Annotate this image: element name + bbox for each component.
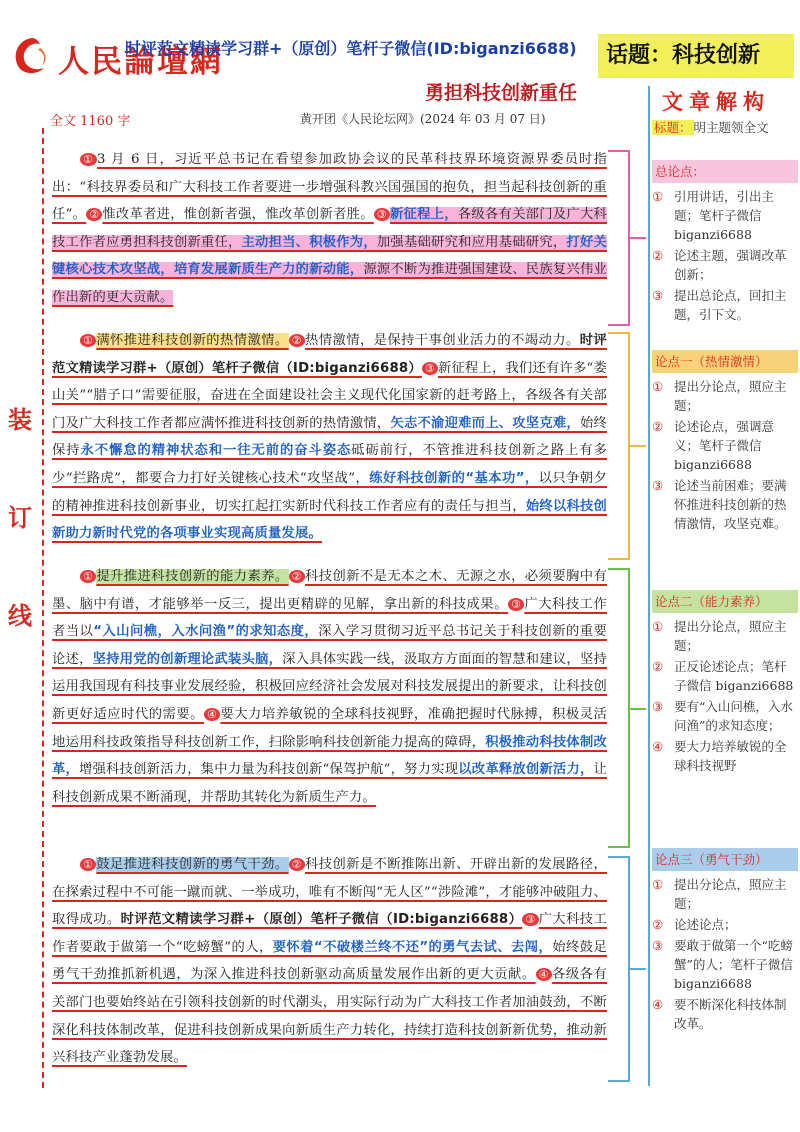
marker-2: ②	[289, 334, 305, 347]
sentence-key: 打好关键核心技术攻坚战，	[52, 234, 607, 278]
sidebar-item-number: ③	[652, 288, 664, 303]
sentence-key: 积极推动科技体制改革，	[52, 734, 607, 778]
paragraph-point-1	[52, 327, 607, 548]
sentence: 增强科技创新活力，集中力量为科技创新“保驾护航”，努力实现	[79, 762, 459, 778]
word-count: 全文 1160 字	[50, 114, 131, 129]
sentence: 始终保持	[52, 415, 608, 459]
sidebar-item	[652, 995, 798, 1033]
sidebar-title-text: 明主题领全文	[693, 120, 769, 135]
sentence: 源源不断为推进强国建设、民族复兴伟业作出新的更大贡献。	[52, 262, 607, 305]
bracket-point-1	[608, 332, 630, 560]
sentence: 3 月 6 日，习近平总书记在看望参加政协会议的民革科技界环境资源界委员时指出：“科技界委员和广大科技工作者要进一步增强科教兴国强国的抱负，担当起科技创新的重任”。	[52, 152, 608, 223]
sidebar-title: 文章解构	[662, 90, 770, 114]
sentence: 科技创新是不断推陈出新、开辟出新的发展路径，在探索过程中不可能一蹴而就、一举成功，唯有不断闯“无人区”“涉险滩”，才能够冲破阻力、取得成功。	[52, 857, 608, 928]
sidebar-item-text: 论述论点，强调意义；笔杆子微信 biganzi6688	[674, 419, 775, 472]
sentence: 热情激情，是保持干事创业活力的不竭动力。	[304, 333, 580, 348]
sidebar-item-text: 要有“入山问樵，入水问渔”的求知态度；	[674, 699, 793, 733]
sidebar-item-text: 论述主题，强调改革创新；	[674, 248, 787, 282]
sidebar-title-row	[652, 118, 798, 137]
sidebar-item	[652, 246, 798, 284]
sentence-key: 以改革释放创新活力，	[458, 762, 594, 778]
binding-gutter-line	[42, 128, 44, 1088]
sentence: 不断深化科技体制改革，促进科技创新成果向新质生产力转化，持续打造科技创新新优势，推动新兴科技产业蓬勃发展。	[52, 994, 607, 1066]
marker-2: ②	[289, 570, 305, 583]
sidebar-section-head: 总论点：	[652, 160, 798, 183]
watermark-line: 时评范文精读学习群+（原创）笔杆子微信（ID:biganzi6688）	[120, 912, 523, 928]
sidebar-item-number: ②	[652, 419, 664, 434]
article-title: 勇担科技创新重任	[425, 82, 578, 104]
sidebar-item	[652, 187, 798, 244]
sentence: 广大科技工作者当以	[52, 596, 607, 640]
bracket-point-2	[608, 568, 630, 848]
sidebar-item-number: ②	[652, 248, 664, 263]
sentence: 惟改革者进，惟创新者强，惟改革创新者胜。	[102, 207, 374, 223]
sidebar-item	[652, 737, 798, 775]
bracket-tick-intro	[628, 237, 646, 239]
sidebar-item-number: ③	[652, 478, 664, 493]
sidebar-item	[652, 875, 798, 913]
marker-2: ②	[289, 858, 305, 871]
sentence: 让科技创新成果不断涌现，并帮助其转化为新质生产力。	[52, 762, 608, 805]
marker-3: ③	[508, 598, 524, 611]
marker-1: ①	[80, 570, 96, 583]
sidebar-item-number: ④	[652, 997, 664, 1012]
sidebar-item-text: 提出分论点，照应主题；	[674, 877, 787, 911]
paragraph-point-3	[52, 851, 607, 1072]
sidebar-item	[652, 617, 798, 655]
sidebar-section-head: 论点一（热情激情）	[652, 350, 798, 373]
logo-swirl-icon	[10, 34, 54, 78]
sidebar-item-text: 要大力培养敏锐的全球科技视野	[674, 739, 787, 773]
binding-char-1: 装	[8, 405, 32, 434]
article-byline: 黄开团《人民论坛网》(2024 年 03 月 07 日)	[300, 112, 546, 126]
sidebar-section-thesis	[652, 160, 798, 326]
sentence-key: 坚持用党的创新理论武装头脑，	[92, 651, 283, 667]
sentence: 广大科技工作者要敢于做第一个“吃螃蟹”的人，	[52, 912, 608, 955]
topic-badge: 话题：科技创新	[598, 34, 794, 78]
sidebar-item	[652, 936, 798, 993]
sidebar-item-number: ②	[652, 659, 664, 674]
sentence-key: 永不懈怠的精神状态和一往无前的奋斗姿态	[80, 443, 352, 459]
watermark-line: 时评范文精读学习群+（原创）笔杆子微信（ID:biganzi6688）	[52, 333, 608, 376]
sentence: 新征程上，我们还有许多“娄山关”“腊子口”需要征服，奋进在全面建设社会主义现代化国家新的赶考路上，各级各有关部门及广大科技工作者都应满怀推进科技创新的热情激情，	[52, 360, 607, 431]
sidebar-section-head: 论点三（勇气干劲）	[652, 848, 798, 871]
sidebar-item-text: 提出分论点，照应主题；	[674, 379, 787, 413]
sidebar-item	[652, 377, 798, 415]
sidebar-section-point-1	[652, 350, 798, 535]
sidebar-item-text: 要敢于做第一个“吃螃蟹”的人；笔杆子微信 biganzi6688	[674, 938, 793, 991]
sidebar-item	[652, 915, 798, 934]
paragraph-intro	[52, 146, 607, 312]
sidebar-item-number: ③	[652, 938, 664, 953]
sub-thesis: 鼓足推进科技创新的勇气干劲。	[96, 857, 289, 872]
sidebar-item	[652, 417, 798, 474]
sidebar-item	[652, 476, 798, 533]
sidebar-item-number: ①	[652, 379, 664, 394]
sidebar-item-text: 引用讲话，引出主题；笔杆子微信 biganzi6688	[674, 189, 775, 242]
sub-thesis: 提升推进科技创新的能力素养。	[96, 569, 289, 584]
logo-text: 人民論壇網	[58, 44, 223, 80]
bracket-tick-point-1	[628, 445, 646, 447]
marker-3: ③	[374, 208, 390, 221]
sidebar-item-text: 论述论点；	[674, 917, 737, 932]
sidebar-title-label: 标题：	[654, 120, 692, 135]
sidebar-item-text: 要不断深化科技体制改革。	[674, 997, 787, 1031]
paragraph-point-2	[52, 563, 607, 811]
marker-1: ①	[80, 153, 97, 166]
sentence-key: 新征程上，	[389, 207, 458, 223]
group-header-line: 时评范文精读学习群+（原创）笔杆子微信(ID:biganzi6688)	[125, 39, 577, 58]
sidebar-item-text: 提出分论点，照应主题；	[674, 619, 787, 653]
sentence: 加强基础研究和应用基础研究，	[376, 234, 567, 250]
sentence-key: 始终以科技创新助力新时代党的各项事业实现高质量发展。	[52, 498, 607, 542]
marker-4: ④	[204, 708, 220, 721]
sentence-key: “入山问樵，入水问渔”的求知态度，	[93, 624, 319, 640]
sentence-key: 练好科技创新的“基本功”，	[369, 470, 539, 486]
sidebar-item	[652, 657, 798, 695]
sentence-key: 要怀着“不破楼兰终不还”的勇气去试、去闯，	[272, 939, 553, 955]
binding-char-3: 线	[8, 601, 32, 630]
sentence: 深入学习贯彻习近平总书记关于科技创新的重要论述，	[52, 624, 607, 667]
marker-3: ③	[522, 913, 538, 926]
sidebar-item-number: ②	[652, 917, 664, 932]
marker-4: ④	[536, 968, 552, 981]
sidebar-item	[652, 286, 798, 324]
sidebar-section-head: 论点二（能力素养）	[652, 590, 798, 613]
marker-3: ③	[422, 362, 438, 375]
sidebar-item-number: ①	[652, 877, 664, 892]
sidebar-item-text: 提出总论点，回扣主题，引下文。	[674, 288, 787, 322]
sidebar-item-number: ①	[652, 619, 664, 634]
sentence: 深入具体实践一线，汲取方方面面的智慧和建议，坚持运用我国现有科技事业发展经验，积极回应经济社会发展对科技发展提出的新要求，让科技创新更好适应时代的需要。	[52, 651, 607, 722]
sentence: 始终鼓足勇气干劲推抓新机遇，为深入推进科技创新驱动高质量发展作出新的更大贡献。	[52, 939, 607, 983]
sentence: 砥砺前行，不管推进科技创新之路上有多少“拦路虎”，都要合力打好关键核心技术“攻坚战”，	[52, 443, 607, 486]
sidebar-item-number: ④	[652, 739, 664, 754]
sentence: 各级各有关部门也要始终站在引领科技创新的时代潮头，用实际行动为广大科技工作者加油鼓劲，	[52, 967, 607, 1010]
sentence-key: 主动担当、积极作为，	[241, 234, 377, 250]
sentence-key: 培育发展新质生产力的新动能，	[173, 262, 364, 278]
sidebar-item-text: 论述当前困难；要满怀推进科技创新的热情激情，攻坚克难。	[674, 478, 787, 531]
sidebar-section-point-3	[652, 848, 798, 1035]
sidebar-item-text: 正反论述论点；笔杆子微信 biganzi6688	[674, 659, 794, 693]
sub-thesis: 满怀推进科技创新的热情激情。	[96, 333, 289, 348]
sentence-key: 矢志不渝迎难而上、攻坚克难，	[390, 415, 580, 431]
marker-1: ①	[80, 858, 96, 871]
sentence: 要大力培养敏锐的全球科技视野，准确把握时代脉搏，积极灵活地运用科技政策指导科技创新工作，扫除影响科技创新能力提高的障碍，	[52, 706, 608, 750]
bracket-tick-point-2	[628, 708, 646, 710]
sidebar-item	[652, 697, 798, 735]
binding-char-2: 订	[8, 503, 32, 532]
bracket-point-3	[608, 856, 630, 1082]
bracket-intro	[608, 150, 630, 326]
sentence: 科技创新不是无本之木、无源之水，必须要胸中有墨、脑中有谱，才能够举一反三，提出更精辟的见解，拿出新的科技成果。	[52, 569, 608, 612]
bracket-tick-point-3	[628, 968, 646, 970]
sidebar-item-number: ③	[652, 699, 664, 714]
sidebar-section-point-2	[652, 590, 798, 777]
sidebar-item-number: ①	[652, 189, 664, 204]
marker-2: ②	[86, 208, 102, 221]
sentence-thesis: 各级各有关部门及广大科技工作者应勇担科技创新重任，	[52, 207, 608, 250]
sentence: 以只争朝夕的精神推进科技创新事业，切实扛起扛实新时代科技工作者应有的责任与担当，	[52, 470, 608, 514]
marker-1: ①	[80, 334, 96, 347]
